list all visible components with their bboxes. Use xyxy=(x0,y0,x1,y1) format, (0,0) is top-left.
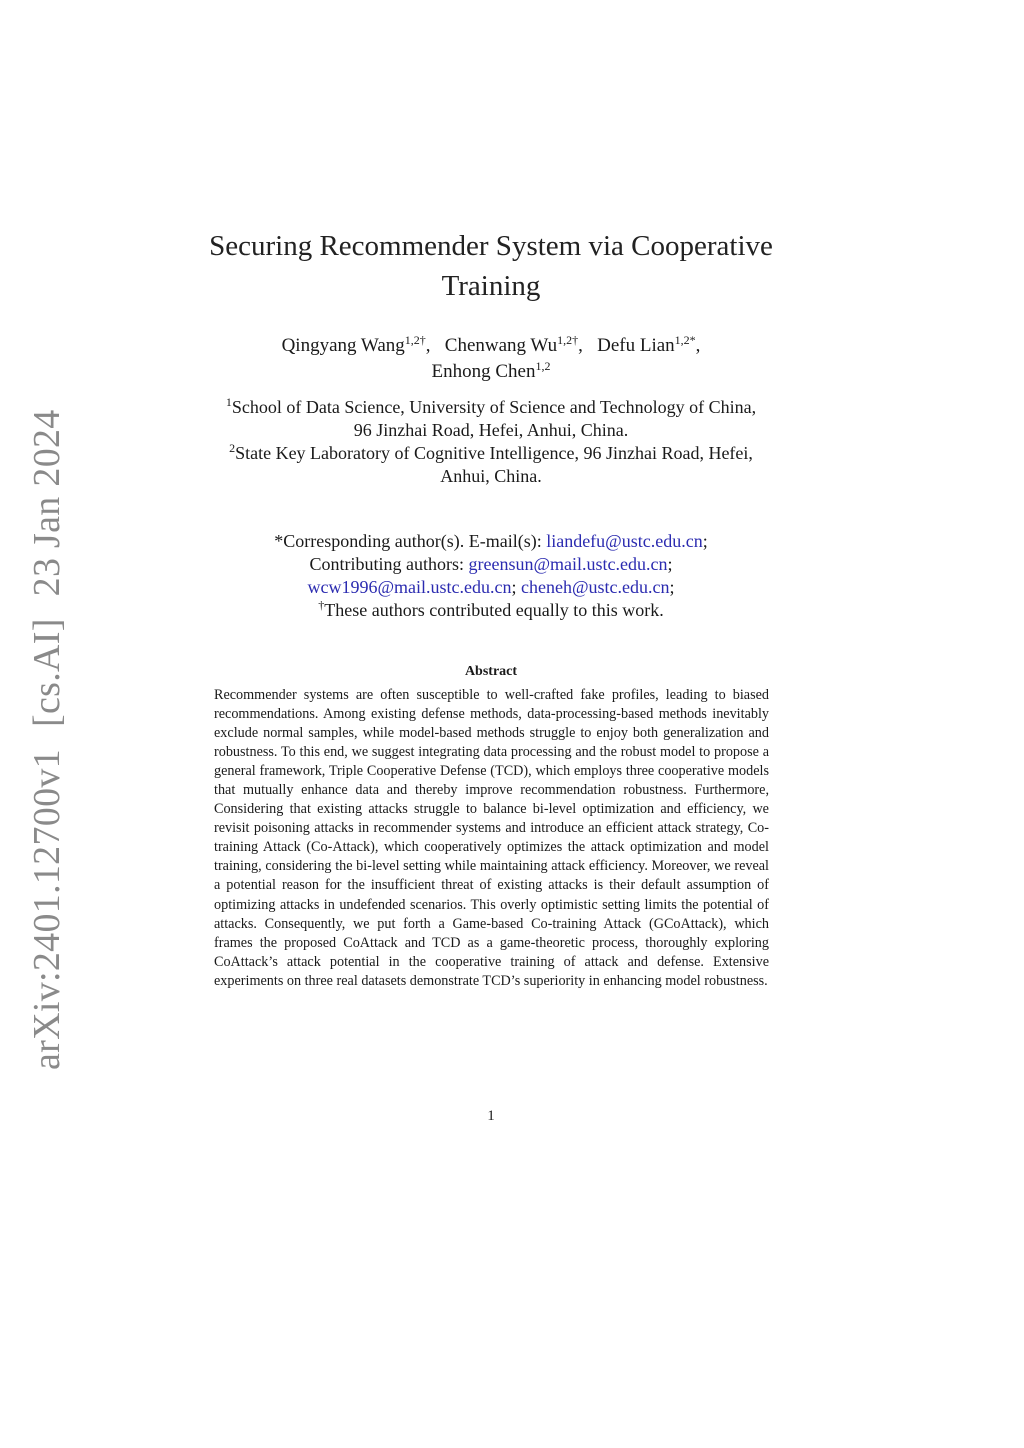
title-line-1: Securing Recommender System via Cooperative xyxy=(209,230,773,262)
author-separator: , xyxy=(578,335,583,356)
paper-title xyxy=(150,226,832,306)
arxiv-identifier-stamp xyxy=(26,409,68,1070)
affil-sup-1: 1 xyxy=(225,395,232,409)
affiliation-2-line-2: Anhui, China. xyxy=(440,466,542,486)
author-affil-sup: 1,2† xyxy=(404,333,426,347)
page-number: 1 xyxy=(487,1108,495,1124)
arxiv-id: arXiv:2401.12700v1 xyxy=(26,749,68,1070)
author-separator: , xyxy=(695,335,701,356)
email-link[interactable]: greensun@mail.ustc.edu.cn xyxy=(468,554,668,574)
email-link[interactable]: cheneh@ustc.edu.cn xyxy=(521,577,670,597)
arxiv-category: [cs.AI] xyxy=(26,618,68,728)
title-line-2: Training xyxy=(441,270,541,302)
author-name: Defu Lian xyxy=(597,335,675,356)
contact-info: *Corresponding author(s). E-mail(s): liandefu@ustc.edu.cn; Contributing authors: greensun@mail.ustc.edu.cn; wcw1996@mail.ustc.edu.cn; cheneh@ustc.edu.cn; †These authors contributed equally to this work. xyxy=(274,531,708,620)
author-name: Qingyang Wang xyxy=(281,335,405,356)
author-list xyxy=(150,333,832,385)
email-link[interactable]: wcw1996@mail.ustc.edu.cn xyxy=(307,577,512,597)
affiliation-2-line-1: State Key Laboratory of Cognitive Intelligence, 96 Jinzhai Road, Hefei, xyxy=(235,443,753,463)
author-affil-sup: 1,2 xyxy=(535,359,551,373)
author-affil-sup: 1,2* xyxy=(674,333,696,347)
author-name: Chenwang Wu xyxy=(444,335,558,356)
contributing-label: Contributing authors: xyxy=(309,554,464,574)
equal-contribution-mark: † xyxy=(318,598,325,612)
corresponding-email-link[interactable]: liandefu@ustc.edu.cn xyxy=(546,531,703,551)
affiliation-1-line-1: School of Data Science, University of Science and Technology of China, xyxy=(231,397,757,417)
affiliation-1-line-2: 96 Jinzhai Road, Hefei, Anhui, China. xyxy=(353,420,629,440)
equal-contribution-note: These authors contributed equally to this work. xyxy=(324,600,664,620)
affiliations xyxy=(150,396,832,488)
abstract-text: Recommender systems are often susceptible to well-crafted fake profiles, leading to biased recommendations. Among existing defense methods, data-processing-based methods inevitably exclude normal samples, while model-based methods struggle to enjoy both generalization and robustness. To this end, we suggest integrating data processing and the robust model to propose a general framework, Triple Cooperative Defense (TCD), which employs three cooperative models that mutually enhance data and thereby improve recommendation robustness. Furthermore, Considering that existing attacks struggle to balance bi-level optimization and efficiency, we revisit poisoning attacks in recommender systems and introduce an efficient attack strategy, Co-training Attack (Co-Attack), which cooperatively optimizes the attack optimization and model training, considering the bi-level setting while maintaining attack efficiency. Moreover, we reveal a potential reason for the insufficient threat of existing attacks is their default assumption of optimizing attacks in undefended scenarios. This overly optimistic setting limits the potential of attacks. Consequently, we put forth a Game-based Co-training Attack (GCoAttack), which frames the proposed CoAttack and TCD as a game-theoretic process, thoroughly exploring CoAttack’s attack potential in the cooperative training of attack and defense. Extensive experiments on three real datasets demonstrate TCD’s superiority in enhancing model robustness. xyxy=(214,687,769,989)
abstract-heading: Abstract xyxy=(464,664,518,679)
arxiv-date: 23 Jan 2024 xyxy=(26,409,68,597)
affil-sup-2: 2 xyxy=(229,441,236,455)
corresponding-label: *Corresponding author(s). E-mail(s): xyxy=(274,531,542,551)
author-name: Enhong Chen xyxy=(431,361,536,382)
author-affil-sup: 1,2† xyxy=(557,333,579,347)
author-separator: , xyxy=(425,335,431,356)
